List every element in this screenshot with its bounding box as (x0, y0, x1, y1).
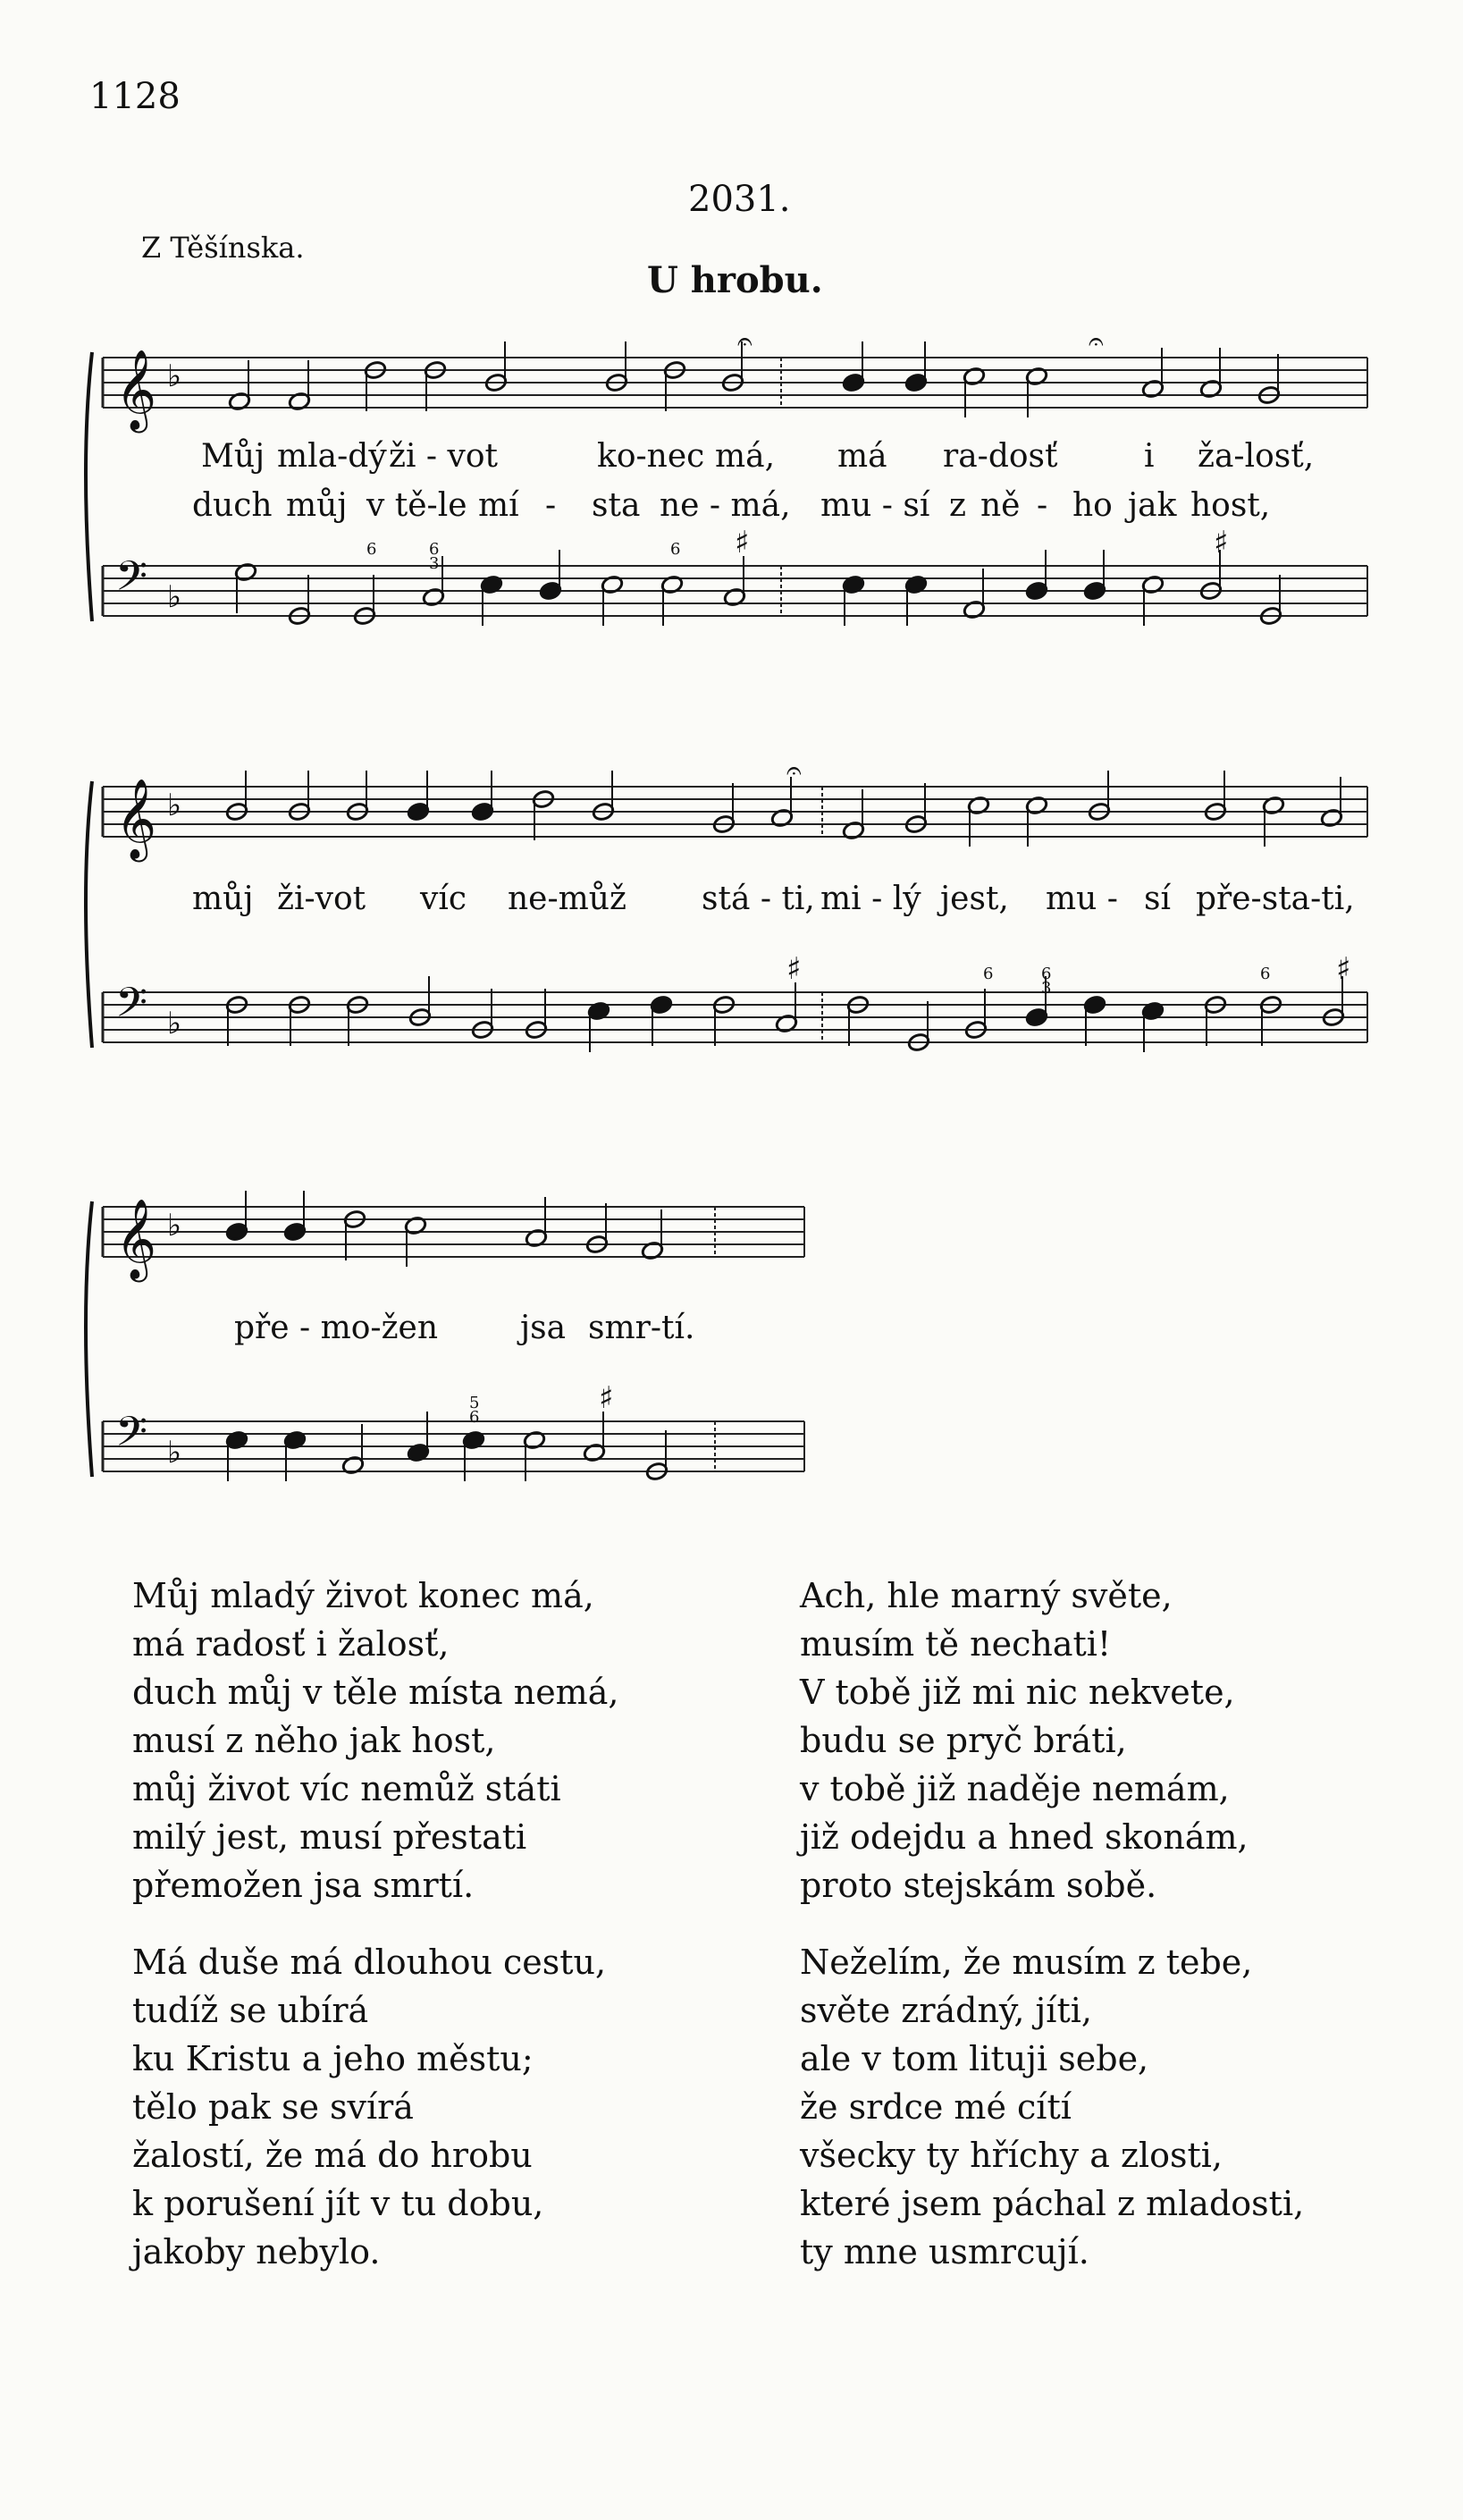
lyric-syllable: ra-dosť (943, 438, 1058, 475)
verse-line: Můj mladý život konec má, (132, 1576, 594, 1615)
verse-4 (800, 1938, 1304, 2276)
verse-line: žalostí, že má do hrobu (132, 2136, 533, 2175)
verse-line: Má duše má dlouhou cestu, (132, 1943, 607, 1982)
verse-line: k porušení jít v tu dobu, (132, 2184, 544, 2223)
flat-icon: ♭ (167, 788, 182, 823)
verse-line: duch můj v těle místa nemá, (132, 1673, 619, 1712)
lyric-syllable: sí (1144, 881, 1171, 917)
verse-line: Neželím, že musím z tebe, (800, 1943, 1253, 1982)
lyric-syllable: ži-vot (277, 881, 366, 917)
song-number: 2031. (688, 179, 791, 220)
lyric-syllable: - (1037, 487, 1048, 524)
bass-clef-icon: 𝄢 (115, 979, 148, 1037)
bass-clef-icon: 𝄢 (115, 1408, 148, 1466)
sharp-icon: ♯ (786, 951, 802, 987)
verse-line: ku Kristu a jeho městu; (132, 2039, 534, 2078)
system-brace (86, 1201, 92, 1477)
figured-bass-digit: 6 (469, 1408, 480, 1427)
figured-bass (366, 540, 1270, 1427)
lyric-syllable: pře-sta-ti, (1196, 881, 1355, 917)
figured-bass-digit: 6 (429, 540, 440, 559)
treble-clef-icon: 𝄞 (115, 350, 157, 430)
verse-line: V tobě již mi nic nekvete, (800, 1673, 1235, 1712)
verse-line: světe zrádný, jíti, (800, 1991, 1092, 2030)
verse-line: musím tě nechati! (800, 1624, 1112, 1664)
sharp-icon: ♯ (1214, 525, 1229, 560)
song-title: U hrobu. (647, 259, 823, 301)
verse-line: tělo pak se svírá (132, 2087, 414, 2127)
figured-bass-digit: 5 (469, 1394, 480, 1412)
verse-line: Ach, hle marný světe, (800, 1576, 1173, 1615)
lyric-syllable: můj (286, 487, 348, 524)
lyric-syllable: mu - sí (820, 487, 930, 524)
lyric-syllable: duch (192, 487, 273, 524)
system-brace (86, 781, 92, 1048)
lyric-syllable: ža-losť, (1198, 438, 1315, 475)
verse-line: ty mne usmrcují. (800, 2232, 1089, 2271)
verse-line: již odejdu a hned skonám, (800, 1817, 1249, 1857)
verse-1 (132, 1572, 618, 1909)
flat-icon: ♭ (167, 579, 182, 615)
lyric-syllable: jak (1128, 487, 1177, 524)
page-number: 1128 (89, 76, 181, 117)
lyric-syllable: mí (478, 487, 519, 524)
lyric-syllable: víc (420, 881, 467, 917)
verse-line: v tobě již naděje nemám, (800, 1769, 1230, 1808)
lyric-syllable: Můj (201, 438, 265, 475)
figured-bass-digit: 6 (670, 540, 681, 559)
verse-line: přemožen jsa smrtí. (132, 1866, 475, 1905)
verse-2 (132, 1938, 606, 2276)
lyric-syllable: v tě-le (366, 487, 467, 524)
lyric-syllable: i (1144, 438, 1155, 475)
lyric-syllable: - mo-žen (299, 1310, 439, 1346)
lyric-syllable: ži - vot (389, 438, 499, 475)
verse-line: proto stejskám sobě. (800, 1866, 1157, 1905)
figured-bass-digit: 6 (1260, 965, 1271, 983)
fermata-icon: 𝄐 (737, 326, 753, 358)
lyric-syllable: sta (592, 487, 641, 524)
lyric-syllable: ne-můž (508, 881, 626, 917)
treble-clef-icon: 𝄞 (115, 1199, 157, 1279)
verse-line: tudíž se ubírá (132, 1991, 369, 2030)
lyric-syllable: má (837, 438, 887, 475)
verse-line: všecky ty hříchy a zlosti, (800, 2136, 1223, 2175)
lyric-syllable: ne - má, (660, 487, 791, 524)
lyric-syllable: ně (980, 487, 1021, 524)
lyric-syllable: pře (234, 1310, 290, 1346)
lyric-syllable: - (545, 487, 557, 524)
verse-line: které jsem páchal z mladosti, (800, 2184, 1305, 2223)
flat-icon: ♭ (167, 1208, 182, 1243)
verse-line: ale v tom lituji sebe, (800, 2039, 1149, 2078)
treble-clef-icon: 𝄞 (115, 779, 157, 859)
verse-line: jakoby nebylo. (132, 2232, 381, 2271)
verse-line: má radosť i žalosť, (132, 1624, 450, 1664)
verse-line: budu se pryč bráti, (800, 1721, 1127, 1760)
lyric-syllable: stá - ti, (702, 881, 815, 917)
verse-line: musí z něho jak host, (132, 1721, 496, 1760)
lyric-syllable: mi - lý (820, 881, 921, 917)
fermata-icon: 𝄐 (786, 755, 802, 787)
figured-bass-digit: 3 (1041, 979, 1052, 998)
figured-bass-digit: 6 (983, 965, 994, 983)
lyric-syllable: můj (192, 881, 254, 917)
figured-bass-digit: 6 (366, 540, 377, 559)
verse-line: že srdce mé cítí (800, 2087, 1072, 2127)
lyric-syllable: ko-nec (597, 438, 705, 475)
verse-3 (800, 1572, 1249, 1909)
verse-line: můj život víc nemůž státi (132, 1769, 561, 1808)
lyric-syllable: jsa (520, 1310, 567, 1346)
figured-bass-digit: 3 (429, 554, 440, 573)
lyric-syllable: mu - (1046, 881, 1118, 917)
song-origin: Z Těšínska. (141, 231, 305, 265)
sharp-icon: ♯ (1336, 951, 1351, 987)
fermata-icon: 𝄐 (1089, 326, 1104, 358)
lyric-syllable: ho (1072, 487, 1113, 524)
flat-icon: ♭ (167, 358, 182, 394)
system-brace (86, 352, 92, 621)
flat-icon: ♭ (167, 1006, 182, 1041)
bass-clef-icon: 𝄢 (115, 552, 148, 611)
lyric-syllable: jest, (940, 881, 1009, 917)
lyric-syllable: z (949, 487, 966, 524)
sharp-icon: ♯ (599, 1380, 614, 1416)
sharp-icon: ♯ (735, 525, 750, 560)
lyric-syllable: má, (715, 438, 776, 475)
lyric-syllable: host, (1190, 487, 1271, 524)
flat-icon: ♭ (167, 1435, 182, 1471)
lyric-syllable: smr-tí. (588, 1310, 695, 1346)
verse-line: milý jest, musí přestati (132, 1817, 527, 1857)
lyric-syllable: mla-dý (277, 438, 387, 475)
figured-bass-digit: 6 (1041, 965, 1052, 983)
